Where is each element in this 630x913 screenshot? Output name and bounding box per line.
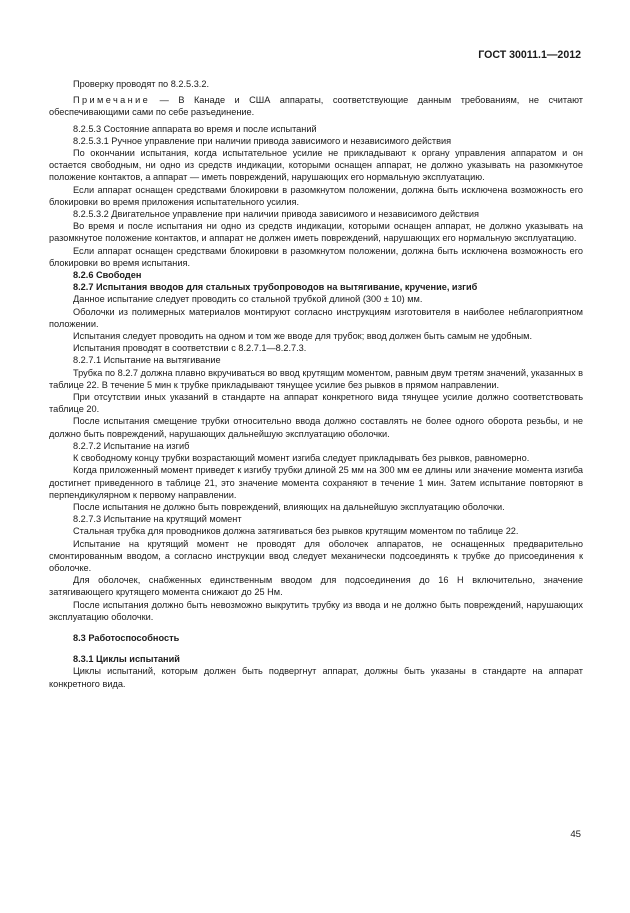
document-number-header: ГОСТ 30011.1—2012 — [478, 49, 581, 61]
document-body — [49, 78, 583, 690]
paragraph: После испытания смещение трубки относительно ввода должно составлять не более одного оборота резьбы, и не должно быть повреждений, нарушающих дальнейшую эксплуатацию оболочки. — [49, 416, 583, 439]
subsection-heading: 8.2.5.3.2 Двигательное управление при наличии привода зависимого и независимого действия — [73, 209, 479, 220]
paragraph: Проверку проводят по 8.2.5.3.2. — [73, 79, 210, 89]
subsection-heading: 8.2.7.1 Испытание на вытягивание — [73, 355, 221, 366]
section-heading: 8.2.7 Испытания вводов для стальных трубопроводов на вытягивание, кручение, изгиб — [73, 282, 478, 293]
paragraph: Циклы испытаний, которым должен быть подвергнут аппарат, должны быть указаны в стандарте на аппарат конкретного вида. — [49, 666, 583, 689]
paragraph: После испытания не должно быть повреждений, влияющих на дальнейшую эксплуатацию оболочки. — [73, 501, 505, 512]
paragraph: Для оболочек, снабженных единственным вводом для подсоединения до 16 Н включительно, значение затягивающего крутящего момента снижают до 25 Нм. — [49, 575, 583, 598]
note-paragraph — [49, 94, 583, 118]
subsection-heading: 8.2.5.3.1 Ручное управление при наличии привода зависимого и независимого действия — [73, 135, 452, 146]
section-heading: 8.3 Работоспособность — [73, 632, 180, 643]
paragraph: Испытания следует проводить на одном и том же вводе для трубок; ввод должен быть самым не удобным. — [73, 331, 532, 342]
paragraph: Трубка по 8.2.7 должна плавно вкручиваться во ввод крутящим моментом, равным двум третям значений, указанных в таблице 22. В течение 5 мин к трубке прикладывают тянущее усилие без рывков в прямом направлении. — [49, 367, 583, 390]
subsection-heading: 8.2.7.2 Испытание на изгиб — [73, 440, 190, 451]
paragraph: Оболочки из полимерных материалов монтируют согласно инструкциям изготовителя в наиболее неблагоприятном положении. — [49, 306, 583, 329]
paragraph: Стальная трубка для проводников должна затягиваться без рывков крутящим моментом по таблице 22. — [73, 526, 519, 537]
paragraph: Если аппарат оснащен средствами блокировки в разомкнутом положении, должна быть исключена возможность его блокировки во время приложения испытательного усилия. — [49, 184, 583, 207]
page-number: 45 — [570, 829, 581, 840]
paragraph: Данное испытание следует проводить со стальной трубкой длиной (300 ± 10) мм. — [73, 294, 423, 305]
paragraph: После испытания должно быть невозможно выкрутить трубку из ввода и не должно быть повреждений, нарушающих эксплуатацию оболочки. — [49, 599, 583, 622]
paragraph: Когда приложенный момент приведет к изгибу трубки длиной 25 мм на 300 мм ее длины или значение момента изгиба достигнет приведенного в таблице 21, это значение момента сохраняют в течение 1 мин. Затем испытание повторяют в перпендикулярном к первому направлении. — [49, 465, 583, 500]
section-heading: 8.3.1 Циклы испытаний — [73, 654, 180, 665]
paragraph: К свободному концу трубки возрастающий момент изгиба следует прикладывать без рывков, равномерно. — [73, 453, 530, 464]
paragraph: По окончании испытания, когда испытательное усилие не прикладывают к органу управления аппаратом и он остается свободным, ни одно из средств индикации, которыми оснащен аппарат, не должно указывать на разомкнутое положение контактов, а аппарат — иметь повреждений, нарушающих его нормальную эксплуатацию. — [49, 148, 583, 183]
paragraph: Испытание на крутящий момент не проводят для оболочек аппаратов, не оснащенных предварительно смонтированным вводом, а согласно инструкции ввод следует механически подсоединять к трубке до присоединения к оболочке. — [49, 538, 583, 573]
subsection-heading: 8.2.7.3 Испытание на крутящий момент — [73, 514, 242, 525]
paragraph: При отсутствии иных указаний в стандарте на аппарат конкретного вида тянущее усилие должно соответствовать таблице 20. — [49, 392, 583, 415]
section-heading: 8.2.6 Свободен — [73, 270, 142, 281]
paragraph: Во время и после испытания ни одно из средств индикации, которыми оснащен аппарат, не должно указывать на разомкнутое положение контактов, и аппарат не должен иметь повреждений, нарушающих его нормальную эксплуатацию. — [49, 221, 583, 244]
section-heading: 8.2.5.3 Состояние аппарата во время и после испытаний — [73, 123, 317, 134]
paragraph: Если аппарат оснащен средствами блокировки в разомкнутом положении, должна быть исключена возможность его блокировки во время испытания. — [49, 245, 583, 268]
note-text: — В Канаде и США аппараты, соответствующие данным требованиям, не считают обеспечивающими сами по себе разъединение. — [49, 95, 583, 118]
note-label: Примечание — [73, 95, 151, 106]
paragraph: Испытания проводят в соответствии с 8.2.7.1—8.2.7.3. — [73, 343, 307, 354]
